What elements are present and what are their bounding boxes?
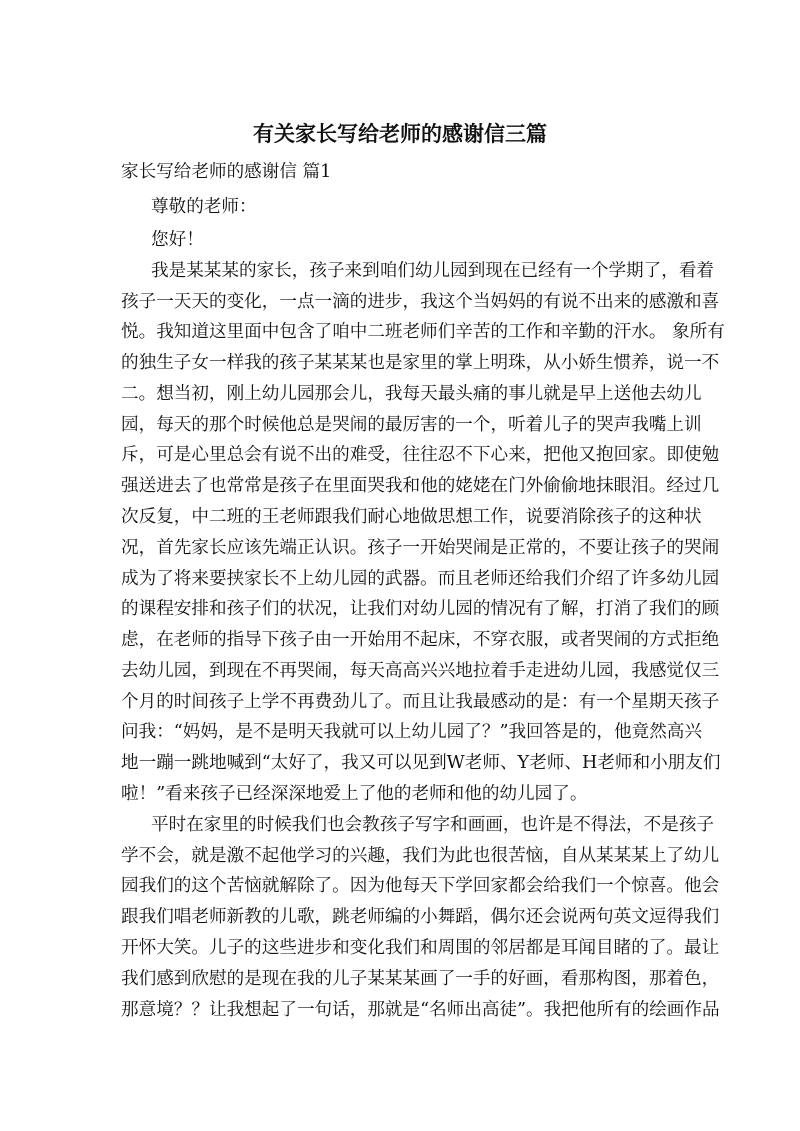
body-line: 我是某某某的家长，孩子来到咱们幼儿园到现在已经有一个学期了，看着 (151, 261, 715, 281)
body-line: 那意境？？让我想起了一句话，那就是“名师出高徒”。我把他所有的绘画作品 (121, 1000, 720, 1020)
body-line: 强送进去了也常常是孩子在里面哭我和他的姥姥在门外偷偷地抹眼泪。经过几 (121, 476, 720, 496)
body-line: 地一蹦一跳地喊到“太好了，我又可以见到W老师、Y老师、H老师和小朋友们 (121, 753, 721, 773)
body-line: 我们感到欣慰的是现在我的儿子某某某画了一手的好画，看那构图，那着色， (121, 969, 720, 989)
section-heading: 家长写给老师的感谢信 篇1 (121, 162, 332, 182)
greeting: 您好！ (151, 230, 204, 250)
body-line: 况，首先家长应该先端正认识。孩子一开始哭闹是正常的，不要让孩子的哭闹 (121, 538, 720, 558)
body-line: 悦。我知道这里面中包含了咱中二班老师们辛苦的工作和辛勤的汗水。 象所有 (121, 322, 725, 342)
body-line: 斥，可是心里总会有说不出的难受，往往忍不下心来，把他又抱回家。即使勉 (121, 445, 720, 465)
body-line: 孩子一天天的变化，一点一滴的进步，我这个当妈妈的有说不出来的感激和喜 (121, 292, 720, 312)
body-line: 问我：“妈妈，是不是明天我就可以上幼儿园了？”我回答是的，他竟然高兴 (121, 722, 702, 742)
body-line: 次反复，中二班的王老师跟我们耐心地做思想工作，说要消除孩子的这种状 (121, 507, 702, 527)
body-line: 开怀大笑。儿子的这些进步和变化我们和周围的邻居都是耳闻目睹的了。最让 (121, 938, 720, 958)
body-line: 的独生子女一样我的孩子某某某也是家里的掌上明珠，从小娇生惯养，说一不 (121, 353, 720, 373)
body-line: 平时在家里的时候我们也会教孩子写字和画画，也许是不得法，不是孩子 (151, 815, 715, 835)
document-title: 有关家长写给老师的感谢信三篇 (253, 122, 547, 146)
body-line: 园，每天的那个时候他总是哭闹的最厉害的一个，听着儿子的哭声我嘴上训 (121, 415, 702, 435)
body-line: 去幼儿园，到现在不再哭闹，每天高高兴兴地拉着手走进幼儿园，我感觉仅三 (121, 661, 720, 681)
body-line: 成为了将来要挟家长不上幼儿园的武器。而且老师还给我们介绍了许多幼儿园 (121, 569, 720, 589)
body-line: 啦！”看来孩子已经深深地爱上了他的老师和他的幼儿园了。 (121, 784, 588, 804)
body-line: 的课程安排和孩子们的状况，让我们对幼儿园的情况有了解，打消了我们的顾 (121, 599, 720, 619)
body-line: 跟我们唱老师新教的儿歌，跳老师编的小舞蹈，偶尔还会说两句英文逗得我们 (121, 907, 720, 927)
salutation: 尊敬的老师： (151, 197, 257, 217)
body-line: 园我们的这个苦恼就解除了。因为他每天下学回家都会给我们一个惊喜。他会 (121, 876, 720, 896)
body-line: 个月的时间孩子上学不再费劲儿了。而且让我最感动的是：有一个星期天孩子 (121, 692, 720, 712)
body-line: 虑，在老师的指导下孩子由一开始用不起床，不穿衣服，或者哭闹的方式拒绝 (121, 630, 720, 650)
body-line: 学不会，就是激不起他学习的兴趣，我们为此也很苦恼，自从某某某上了幼儿 (121, 846, 720, 866)
body-line: 二。想当初，刚上幼儿园那会儿，我每天最头痛的事儿就是早上送他去幼儿 (121, 384, 702, 404)
